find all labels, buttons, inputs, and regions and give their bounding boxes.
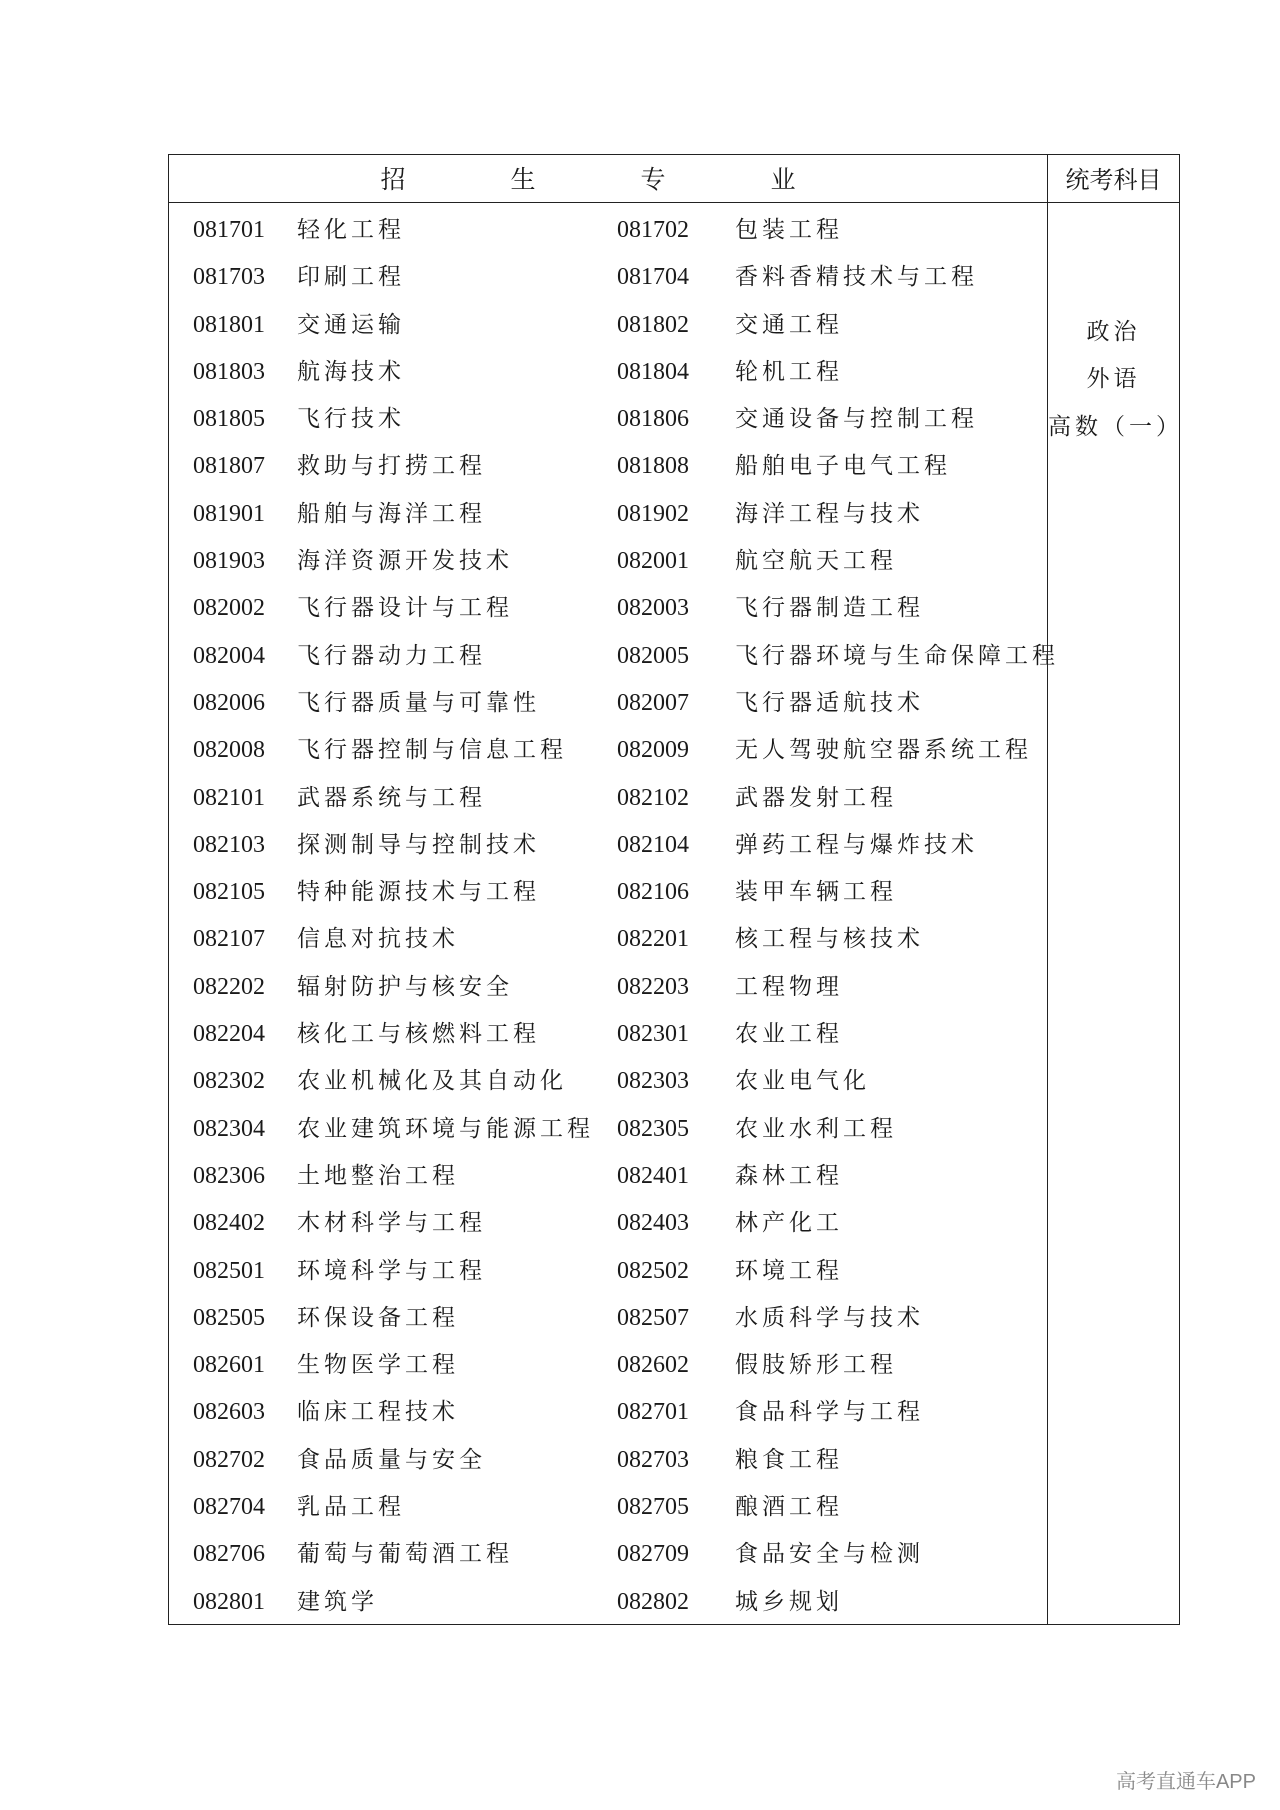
major-code: 082107 (193, 926, 265, 953)
major-code: 082009 (617, 737, 689, 764)
major-name: 环境科学与工程 (297, 1257, 486, 1284)
table-row (169, 1527, 1047, 1574)
major-code: 081903 (193, 548, 265, 575)
major-code: 082104 (617, 831, 689, 858)
major-name: 船舶与海洋工程 (297, 500, 486, 527)
table-row (169, 534, 1047, 581)
table-row (169, 1291, 1047, 1338)
major-rows (169, 203, 1059, 1622)
major-code: 082006 (193, 689, 265, 716)
table-row (169, 487, 1047, 534)
table-row (169, 1244, 1047, 1291)
major-code: 081803 (193, 358, 265, 385)
major-code: 082704 (193, 1494, 265, 1521)
major-name: 农业建筑环境与能源工程 (297, 1115, 594, 1142)
major-code: 082103 (193, 831, 265, 858)
major-name: 森林工程 (735, 1162, 843, 1189)
major-code: 082002 (193, 595, 265, 622)
major-name: 飞行器设计与工程 (297, 595, 513, 622)
major-name: 海洋资源开发技术 (297, 548, 513, 575)
major-name: 弹药工程与爆炸技术 (735, 831, 978, 858)
major-name: 救助与打捞工程 (297, 453, 486, 480)
major-code: 082105 (193, 879, 265, 906)
major-name: 交通工程 (735, 311, 843, 338)
major-name: 无人驾驶航空器系统工程 (735, 737, 1032, 764)
table-row (169, 1102, 1047, 1149)
major-code: 082101 (193, 784, 265, 811)
major-code: 081902 (617, 500, 689, 527)
major-name: 农业电气化 (735, 1068, 870, 1095)
major-name: 木材科学与工程 (297, 1210, 486, 1237)
table-row (169, 439, 1047, 486)
table-row (169, 1054, 1047, 1101)
major-code: 081901 (193, 500, 265, 527)
major-code: 082709 (617, 1541, 689, 1568)
table-row (169, 1385, 1047, 1432)
major-code: 081804 (617, 358, 689, 385)
subject-item: 外语 (1086, 366, 1141, 393)
major-name: 轮机工程 (735, 358, 843, 385)
major-name: 印刷工程 (297, 264, 405, 291)
major-name: 核化工与核燃料工程 (297, 1021, 540, 1048)
major-name: 探测制导与控制技术 (297, 831, 540, 858)
major-code: 082402 (193, 1210, 265, 1237)
major-code: 082305 (617, 1115, 689, 1142)
table-row (169, 1149, 1047, 1196)
major-code: 082603 (193, 1399, 265, 1426)
major-name: 飞行器制造工程 (735, 595, 924, 622)
major-name: 假肢矫形工程 (735, 1352, 897, 1379)
major-name: 海洋工程与技术 (735, 500, 924, 527)
major-name: 建筑学 (297, 1588, 378, 1615)
major-name: 船舶电子电气工程 (735, 453, 951, 480)
table-row (169, 345, 1047, 392)
major-code: 081801 (193, 311, 265, 338)
major-name: 乳品工程 (297, 1494, 405, 1521)
major-name: 农业工程 (735, 1021, 843, 1048)
major-code: 082502 (617, 1257, 689, 1284)
major-name: 特种能源技术与工程 (297, 879, 540, 906)
major-name: 农业水利工程 (735, 1115, 897, 1142)
table-row (169, 581, 1047, 628)
major-name: 飞行技术 (297, 406, 405, 433)
major-code: 082203 (617, 973, 689, 1000)
major-code: 082007 (617, 689, 689, 716)
majors-table (168, 154, 1183, 1625)
major-name: 环保设备工程 (297, 1304, 459, 1331)
table-row (169, 912, 1047, 959)
subject-item: 政治 (1086, 319, 1141, 345)
major-name: 土地整治工程 (297, 1162, 459, 1189)
exam-subjects (1048, 309, 1183, 451)
major-name: 武器系统与工程 (297, 784, 486, 811)
table-header (169, 155, 1179, 203)
major-code: 081807 (193, 453, 265, 480)
major-name: 城乡规划 (735, 1588, 843, 1615)
major-name: 核工程与核技术 (735, 926, 924, 953)
major-code: 082602 (617, 1352, 689, 1379)
watermark: 高考直通车APP (1115, 1771, 1256, 1793)
major-name: 粮食工程 (735, 1446, 843, 1473)
major-name: 水质科学与技术 (735, 1304, 924, 1331)
table-row (169, 865, 1047, 912)
major-code: 082001 (617, 548, 689, 575)
major-name: 工程物理 (735, 973, 843, 1000)
major-code: 082705 (617, 1494, 689, 1521)
major-code: 081704 (617, 264, 689, 291)
major-name: 飞行器动力工程 (297, 642, 486, 669)
major-code: 082201 (617, 926, 689, 953)
table-row (169, 203, 1047, 250)
major-name: 武器发射工程 (735, 784, 897, 811)
major-name: 香料香精技术与工程 (735, 264, 978, 291)
major-name: 飞行器质量与可靠性 (297, 689, 540, 716)
table-row (169, 298, 1047, 345)
major-name: 环境工程 (735, 1257, 843, 1284)
major-name: 轻化工程 (297, 217, 405, 243)
major-code: 082601 (193, 1352, 265, 1379)
major-code: 082204 (193, 1021, 265, 1048)
major-code: 082004 (193, 642, 265, 669)
subject-item: 高数（一） (1048, 413, 1183, 440)
major-code: 082008 (193, 737, 265, 764)
major-name: 葡萄与葡萄酒工程 (297, 1541, 513, 1568)
major-code: 082005 (617, 642, 689, 669)
major-code: 082302 (193, 1068, 265, 1095)
major-code: 081808 (617, 453, 689, 480)
table-row (169, 1575, 1047, 1622)
major-name: 酿酒工程 (735, 1494, 843, 1521)
table-row (169, 771, 1047, 818)
major-name: 装甲车辆工程 (735, 879, 897, 906)
major-code: 082403 (617, 1210, 689, 1237)
table-row (169, 250, 1047, 297)
major-code: 082702 (193, 1446, 265, 1473)
major-code: 082701 (617, 1399, 689, 1426)
major-code: 082802 (617, 1588, 689, 1615)
header-subjects: 统考科目 (1065, 166, 1162, 194)
major-name: 林产化工 (735, 1210, 843, 1237)
major-name: 飞行器控制与信息工程 (297, 737, 567, 764)
major-name: 航空航天工程 (735, 548, 897, 575)
major-name: 航海技术 (297, 358, 405, 385)
major-name: 临床工程技术 (297, 1399, 459, 1426)
major-code: 082801 (193, 1588, 265, 1615)
major-code: 082102 (617, 784, 689, 811)
table-row (169, 629, 1059, 676)
table-row (169, 1338, 1047, 1385)
major-code: 081802 (617, 311, 689, 338)
major-code: 082401 (617, 1162, 689, 1189)
table-row (169, 1433, 1047, 1480)
major-code: 081701 (193, 217, 265, 243)
major-code: 082003 (617, 595, 689, 622)
major-code: 082507 (617, 1304, 689, 1331)
major-name: 交通运输 (297, 311, 405, 338)
major-code: 082501 (193, 1257, 265, 1284)
major-name: 生物医学工程 (297, 1352, 459, 1379)
table-row (169, 1007, 1047, 1054)
major-code: 082202 (193, 973, 265, 1000)
major-name: 包装工程 (735, 217, 843, 243)
major-code: 081806 (617, 406, 689, 433)
major-code: 082703 (617, 1446, 689, 1473)
major-code: 082304 (193, 1115, 265, 1142)
major-name: 食品科学与工程 (735, 1399, 924, 1426)
major-code: 081703 (193, 264, 265, 291)
major-code: 081805 (193, 406, 265, 433)
table-row (169, 723, 1047, 770)
major-code: 082505 (193, 1304, 265, 1331)
major-name: 食品安全与检测 (735, 1541, 924, 1568)
major-name: 信息对抗技术 (297, 926, 459, 953)
major-code: 082106 (617, 879, 689, 906)
table-row (169, 1480, 1047, 1527)
header-majors: 招 生 专 业 (380, 165, 836, 194)
major-code: 082301 (617, 1021, 689, 1048)
major-name: 飞行器适航技术 (735, 689, 924, 716)
table-row (169, 818, 1047, 865)
major-name: 农业机械化及其自动化 (297, 1068, 567, 1095)
major-name: 交通设备与控制工程 (735, 406, 978, 433)
table-row (169, 676, 1047, 723)
major-code: 082706 (193, 1541, 265, 1568)
table-row (169, 1196, 1047, 1243)
major-code: 082306 (193, 1162, 265, 1189)
major-name: 食品质量与安全 (297, 1446, 486, 1473)
major-code: 082303 (617, 1068, 689, 1095)
major-code: 081702 (617, 217, 689, 243)
major-name: 飞行器环境与生命保障工程 (735, 642, 1059, 669)
table-row (169, 392, 1047, 439)
major-name: 辐射防护与核安全 (297, 973, 513, 1000)
table-row (169, 960, 1047, 1007)
